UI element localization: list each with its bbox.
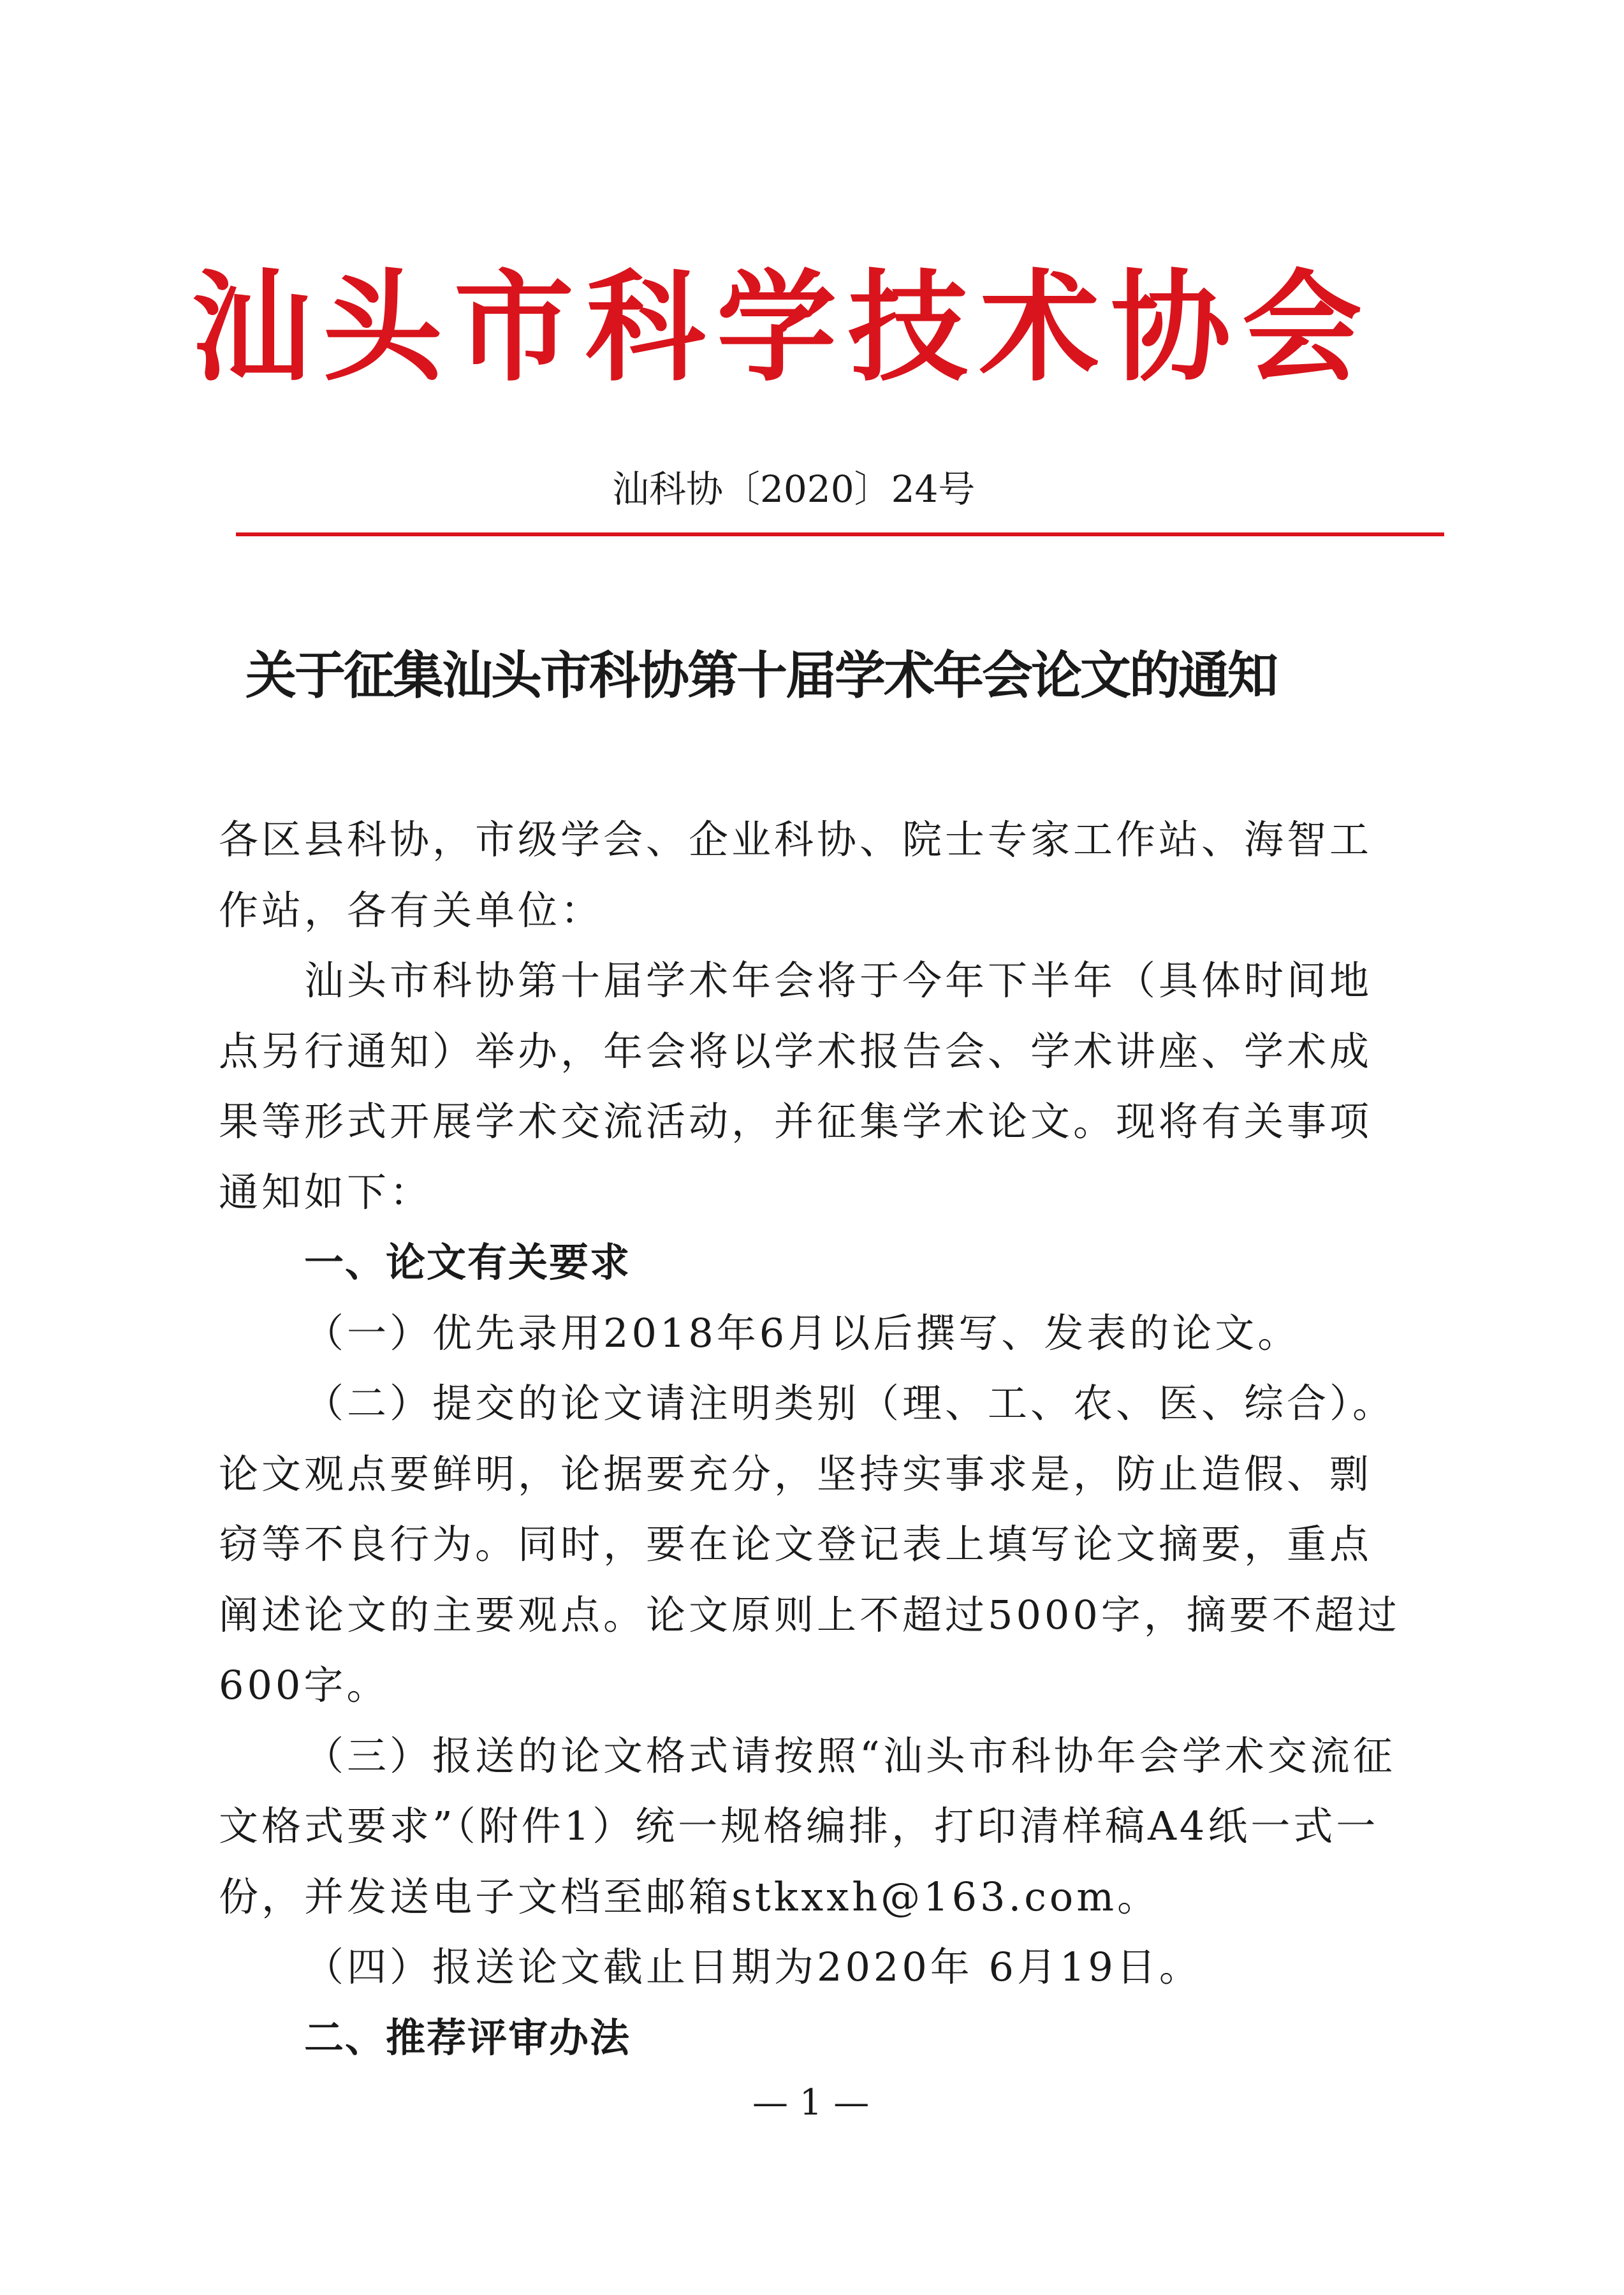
document-number: 汕科协〔2020〕24号	[612, 467, 976, 511]
document-title: 关于征集汕头市科协第十届学术年会论文的通知	[245, 646, 1277, 705]
requirement-item-3: （三）报送的论文格式请按照“汕头市科协年会学术交流征文格式要求”（附件1）统一规格编排，打印清样稿A4纸一式一份，并发送电子文档至邮箱stkxxh@163.com。	[219, 1732, 1396, 1920]
intro-paragraph: 汕头市科协第十届学术年会将于今年下半年（具体时间地点另行通知）举办，年会将以学术报告会、学术讲座、学术成果等形式开展学术交流活动，并征集学术论文。现将有关事项通知如下：	[219, 957, 1373, 1215]
page-number: — 1 —	[752, 2082, 870, 2123]
salutation: 各区县科协，市级学会、企业科协、院士专家工作站、海智工作站，各有关单位：	[219, 816, 1373, 934]
document-body	[219, 805, 1411, 2073]
requirement-item-4: （四）报送论文截止日期为2020年 6月19日。	[304, 1944, 1202, 1990]
section-heading-review: 二、推荐评审办法	[304, 2014, 631, 2061]
red-divider-line	[236, 532, 1444, 536]
section-heading-requirements: 一、论文有关要求	[304, 1239, 631, 1286]
requirement-item-2: （二）提交的论文请注明类别（理、工、农、医、综合）。论文观点要鲜明，论据要充分，坚持实事求是，防止造假、剽窃等不良行为。同时，要在论文登记表上填写论文摘要，重点阐述论文的主要观点。论文原则上不超过5000字，摘要不超过600字。	[219, 1380, 1400, 1708]
organization-header: 汕头市科学技术协会	[191, 257, 1373, 398]
requirement-item-1: （一）优先录用2018年6月以后撰写、发表的论文。	[304, 1309, 1301, 1356]
